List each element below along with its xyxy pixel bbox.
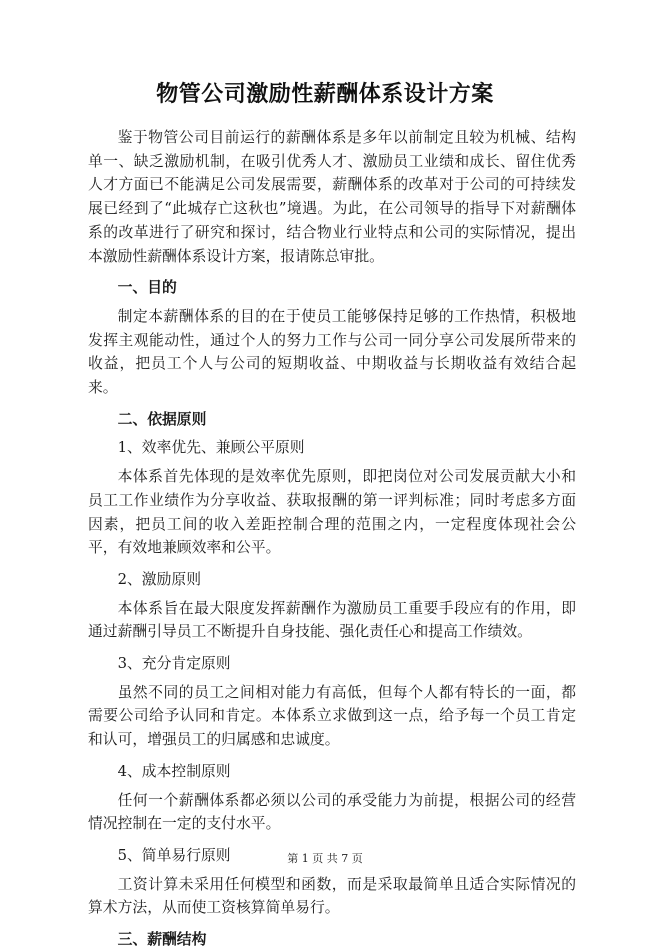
principle-text-cost-control: 任何一个薪酬体系都必须以公司的承受能力为前提，根据公司的经营情况控制在一定的支付水平。	[88, 791, 576, 833]
principle-text-affirmation: 虽然不同的员工之间相对能力有高低，但每个人都有特长的一面，都需要公司给予认同和肯定。本体系立求做到这一点，给予每一个员工肯定和认可，增强员工的归属感和忠诚度。	[88, 683, 576, 749]
document-body	[88, 126, 576, 952]
principle-title-cost-control: 4、成本控制原则	[117, 762, 231, 780]
principle-text-efficiency: 本体系首先体现的是效率优先原则，即把岗位对公司发展贡献大小和员工工作业绩作为分享收益、获取报酬的第一评判标准；同时考虑多方面因素，把员工间的收入差距控制合理的范围之内，一定程度体现社会公平，有效地兼顾效率和公平。	[88, 468, 576, 557]
principle-title-efficiency: 1、效率优先、兼顾公平原则	[117, 439, 305, 457]
page-number-footer: 第 1 页 共 7 页	[287, 852, 363, 865]
principle-title-incentive: 2、激励原则	[117, 570, 201, 588]
principle-title-affirmation: 3、充分肯定原则	[117, 655, 231, 673]
section-heading-purpose: 一、目的	[117, 279, 177, 297]
principle-title-simplicity: 5、简单易行原则	[117, 846, 231, 864]
purpose-paragraph: 制定本薪酬体系的目的在于使员工能够保持足够的工作热情，积极地发挥主观能动性，通过个人的努力工作与公司一同分享公司发展所带来的收益，把员工个人与公司的短期收益、中期收益与长期收益有效结合起来。	[88, 307, 576, 397]
document-title: 物管公司激励性薪酬体系设计方案	[156, 82, 494, 107]
principle-text-simplicity: 工资计算未采用任何模型和函数，而是采取最简单且适合实际情况的算术方法，从而使工资核算简单易行。	[88, 875, 576, 917]
intro-paragraph: 鉴于物管公司目前运行的薪酬体系是多年以前制定且较为机械、结构单一、缺乏激励机制，在吸引优秀人才、激励员工业绩和成长、留住优秀人才方面已不能满足公司发展需要，薪酬体系的改革对于公司的可持续发展已经到了“此城存亡这秋也”境遇。为此，在公司领导的指导下对薪酬体系的改革进行了研究和探讨，结合物业行业特点和公司的实际情况，提出本激励性薪酬体系设计方案，报请陈总审批。	[88, 129, 576, 265]
section-heading-principles: 二、依据原则	[117, 410, 207, 428]
principle-text-incentive: 本体系旨在最大限度发挥薪酬作为激励员工重要手段应有的作用，即通过薪酬引导员工不断提升自身技能、强化责任心和提高工作绩效。	[88, 599, 576, 641]
section-heading-structure: 三、薪酬结构	[117, 931, 207, 949]
